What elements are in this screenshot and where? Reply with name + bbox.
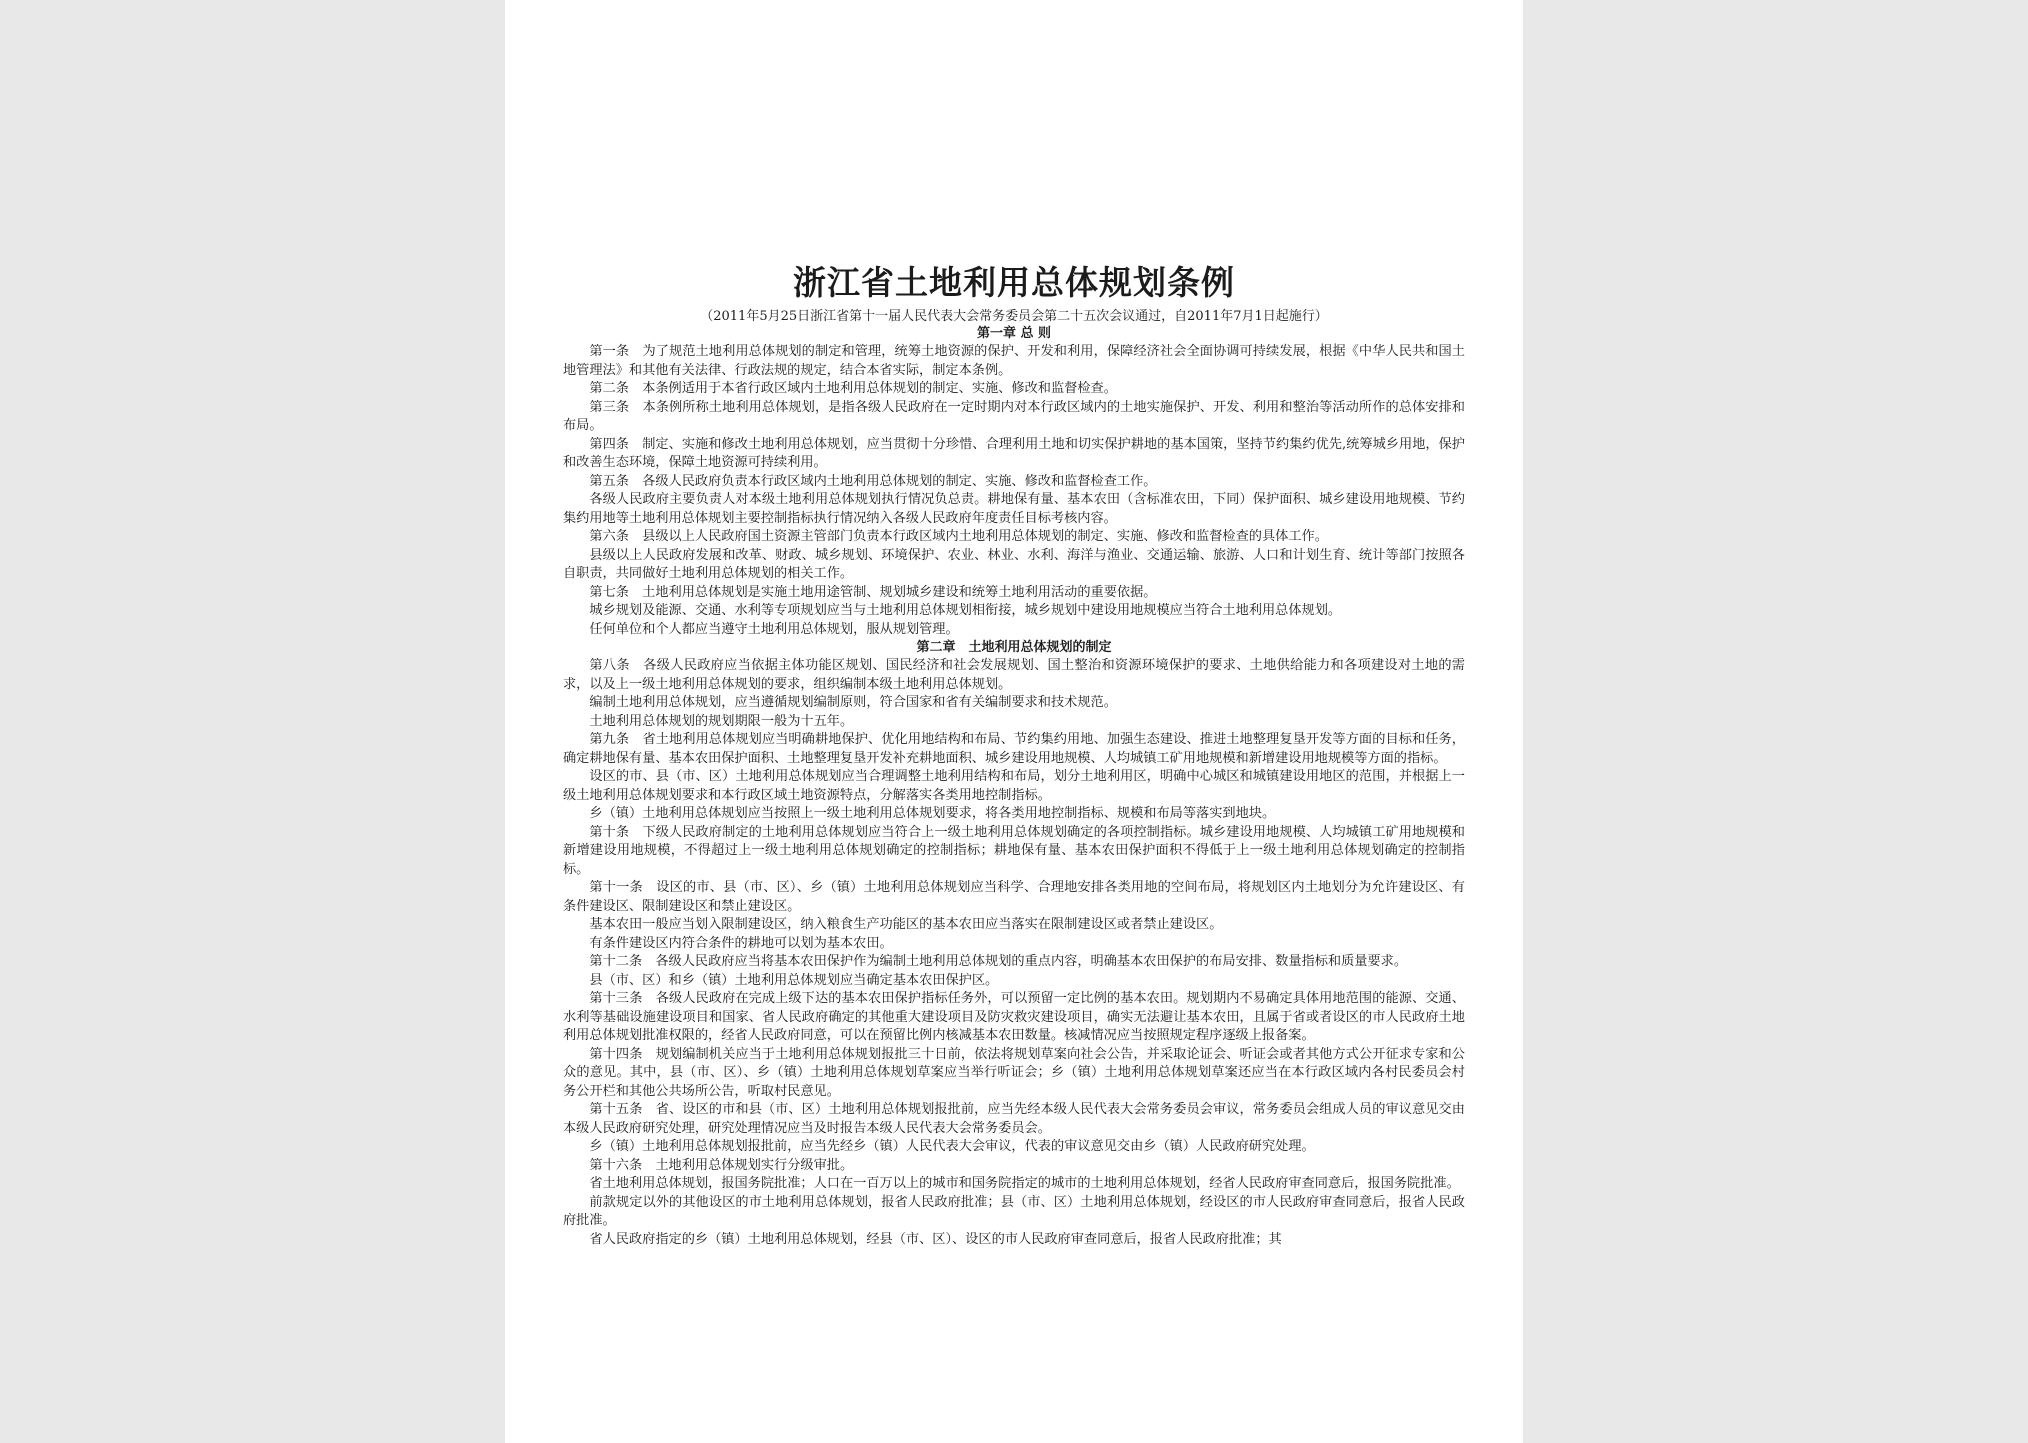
paragraph: 乡（镇）土地利用总体规划应当按照上一级土地利用总体规划要求，将各类用地控制指标、规模和布局等落实到地块。: [589, 806, 1276, 821]
paragraph: 第二条 本条例适用于本省行政区域内土地利用总体规划的制定、实施、修改和监督检查。: [589, 381, 1117, 396]
chapter-heading: 第一章 总 则: [976, 326, 1052, 341]
paragraph: 基本农田一般应当划入限制建设区，纳入粮食生产功能区的基本农田应当落实在限制建设区或者禁止建设区。: [589, 917, 1223, 932]
chapter-2-body: [563, 657, 1465, 1249]
paragraph: 县（市、区）和乡（镇）土地利用总体规划应当确定基本农田保护区。: [589, 972, 999, 988]
paragraph: 第五条 各级人民政府负责本行政区域内土地利用总体规划的制定、实施、修改和监督检查工作。: [589, 473, 1157, 489]
paragraph: 省土地利用总体规划，报国务院批准；人口在一百万以上的城市和国务院指定的城市的土地利用总体规划，经省人民政府审查同意后，报国务院批准。: [589, 1176, 1460, 1191]
paragraph: 城乡规划及能源、交通、水利等专项规划应当与土地利用总体规划相衔接，城乡规划中建设用地规模应当符合土地利用总体规划。: [589, 603, 1342, 618]
paragraph: 第十五条 省、设区的市和县（市、区）土地利用总体规划报批前，应当先经本级人民代表大会常务委员会审议，常务委员会组成人员的审议意见交由本级人民政府研究处理，研究处理情况应当及时报告本级人民代表大会常务委员会。: [563, 1102, 1465, 1136]
paragraph: 第一条 为了规范土地利用总体规划的制定和管理，统筹土地资源的保护、开发和利用，保障经济社会全面协调可持续发展，根据《中华人民共和国土地管理法》和其他有关法律、行政法规的规定，结合本省实际，制定本条例。: [563, 344, 1465, 378]
document-title: 浙江省土地利用总体规划条例: [793, 263, 1235, 302]
document-page: [505, 0, 1523, 1443]
paragraph: 第九条 省土地利用总体规划应当明确耕地保护、优化用地结构和布局、节约集约用地、加强生态建设、推进土地整理复垦开发等方面的目标和任务，确定耕地保有量、基本农田保护面积、土地整理复垦开发补充耕地面积、城乡建设用地规模、人均城镇工矿用地规模和新增建设用地规模等方面的指标。: [563, 732, 1465, 766]
paragraph: 编制土地利用总体规划，应当遵循规划编制原则，符合国家和省有关编制要求和技术规范。: [589, 695, 1117, 710]
paragraph: 第八条 各级人民政府应当依据主体功能区规划、国民经济和社会发展规划、国土整治和资源环境保护的要求、土地供给能力和各项建设对土地的需求，以及上一级土地利用总体规划的要求，组织编制本级土地利用总体规划。: [563, 658, 1465, 692]
paragraph: 土地利用总体规划的规划期限一般为十五年。: [589, 713, 854, 729]
paragraph: 第六条 县级以上人民政府国土资源主管部门负责本行政区域内土地利用总体规划的制定、实施、修改和监督检查的具体工作。: [589, 529, 1328, 544]
paragraph: 乡（镇）土地利用总体规划报批前，应当先经乡（镇）人民代表大会审议，代表的审议意见交由乡（镇）人民政府研究处理。: [589, 1139, 1315, 1154]
paragraph: 第十三条 各级人民政府在完成上级下达的基本农田保护指标任务外，可以预留一定比例的基本农田。规划期内不易确定具体用地范围的能源、交通、水利等基础设施建设项目和国家、省人民政府确定的其他重大建设项目及防灾救灾建设项目，确实无法避让基本农田，且属于省或者设区的市人民政府土地利用总体规划批准权限的，经省人民政府同意，可以在预留比例内核减基本农田数量。核减情况应当按照规定程序逐级上报备案。: [563, 991, 1465, 1043]
paragraph: 前款规定以外的其他设区的市土地利用总体规划，报省人民政府批准；县（市、区）土地利用总体规划，经设区的市人民政府审查同意后，报省人民政府批准。: [563, 1194, 1465, 1228]
paragraph: 第三条 本条例所称土地利用总体规划，是指各级人民政府在一定时期内对本行政区域内的土地实施保护、开发、利用和整治等活动所作的总体安排和布局。: [563, 399, 1465, 433]
document-subtitle: （2011年5月25日浙江省第十一届人民代表大会常务委员会第二十五次会议通过，自2011年7月1日起施行）: [700, 309, 1328, 324]
paragraph: 任何单位和个人都应当遵守土地利用总体规划，服从规划管理。: [589, 621, 959, 637]
paragraph: 县级以上人民政府发展和改革、财政、城乡规划、环境保护、农业、林业、水利、海洋与渔业、交通运输、旅游、人口和计划生育、统计等部门按照各自职责，共同做好土地利用总体规划的相关工作。: [563, 547, 1465, 581]
paragraph: 第七条 土地利用总体规划是实施土地用途管制、规划城乡建设和统筹土地利用活动的重要依据。: [589, 584, 1157, 600]
paragraph: 第十六条 土地利用总体规划实行分级审批。: [589, 1157, 854, 1173]
chapter-1-body: [563, 343, 1465, 639]
paragraph: 第十一条 设区的市、县（市、区）、乡（镇）土地利用总体规划应当科学、合理地安排各类用地的空间布局，将规划区内土地划分为允许建设区、有条件建设区、限制建设区和禁止建设区。: [563, 880, 1465, 914]
paragraph: 省人民政府指定的乡（镇）土地利用总体规划，经县（市、区）、设区的市人民政府审查同意后，报省人民政府批准；其: [589, 1231, 1282, 1247]
paragraph: 第十条 下级人民政府制定的土地利用总体规划应当符合上一级土地利用总体规划确定的各项控制指标。城乡建设用地规模、人均城镇工矿用地规模和新增建设用地规模，不得超过上一级土地利用总体规划确定的控制指标；耕地保有量、基本农田保护面积不得低于上一级土地利用总体规划确定的控制指标。: [563, 824, 1465, 877]
paragraph: 第十四条 规划编制机关应当于土地利用总体规划报批三十日前，依法将规划草案向社会公告，并采取论证会、听证会或者其他方式公开征求专家和公众的意见。其中，县（市、区）、乡（镇）土地利用总体规划草案应当举行听证会；乡（镇）土地利用总体规划草案还应当在本行政区域内各村民委员会村务公开栏和其他公共场所公告，听取村民意见。: [563, 1046, 1465, 1099]
paragraph: 第四条 制定、实施和修改土地利用总体规划，应当贯彻十分珍惜、合理利用土地和切实保护耕地的基本国策，坚持节约集约优先,统筹城乡用地，保护和改善生态环境，保障土地资源可持续利用。: [563, 436, 1465, 470]
paragraph: 有条件建设区内符合条件的耕地可以划为基本农田。: [589, 935, 893, 951]
chapter-heading: 第二章 土地利用总体规划的制定: [916, 640, 1112, 655]
paragraph: 设区的市、县（市、区）土地利用总体规划应当合理调整土地利用结构和布局，划分土地利用区，明确中心城区和城镇建设用地区的范围，并根据上一级土地利用总体规划要求和本行政区域土地资源特点，分解落实各类用地控制指标。: [563, 769, 1465, 803]
paragraph: 第十二条 各级人民政府应当将基本农田保护作为编制土地利用总体规划的重点内容，明确基本农田保护的布局安排、数量指标和质量要求。: [589, 954, 1408, 969]
paragraph: 各级人民政府主要负责人对本级土地利用总体规划执行情况负总责。耕地保有量、基本农田（含标准农田，下同）保护面积、城乡建设用地规模、节约集约用地等土地利用总体规划主要控制指标执行情况纳入各级人民政府年度责任目标考核内容。: [563, 492, 1465, 526]
